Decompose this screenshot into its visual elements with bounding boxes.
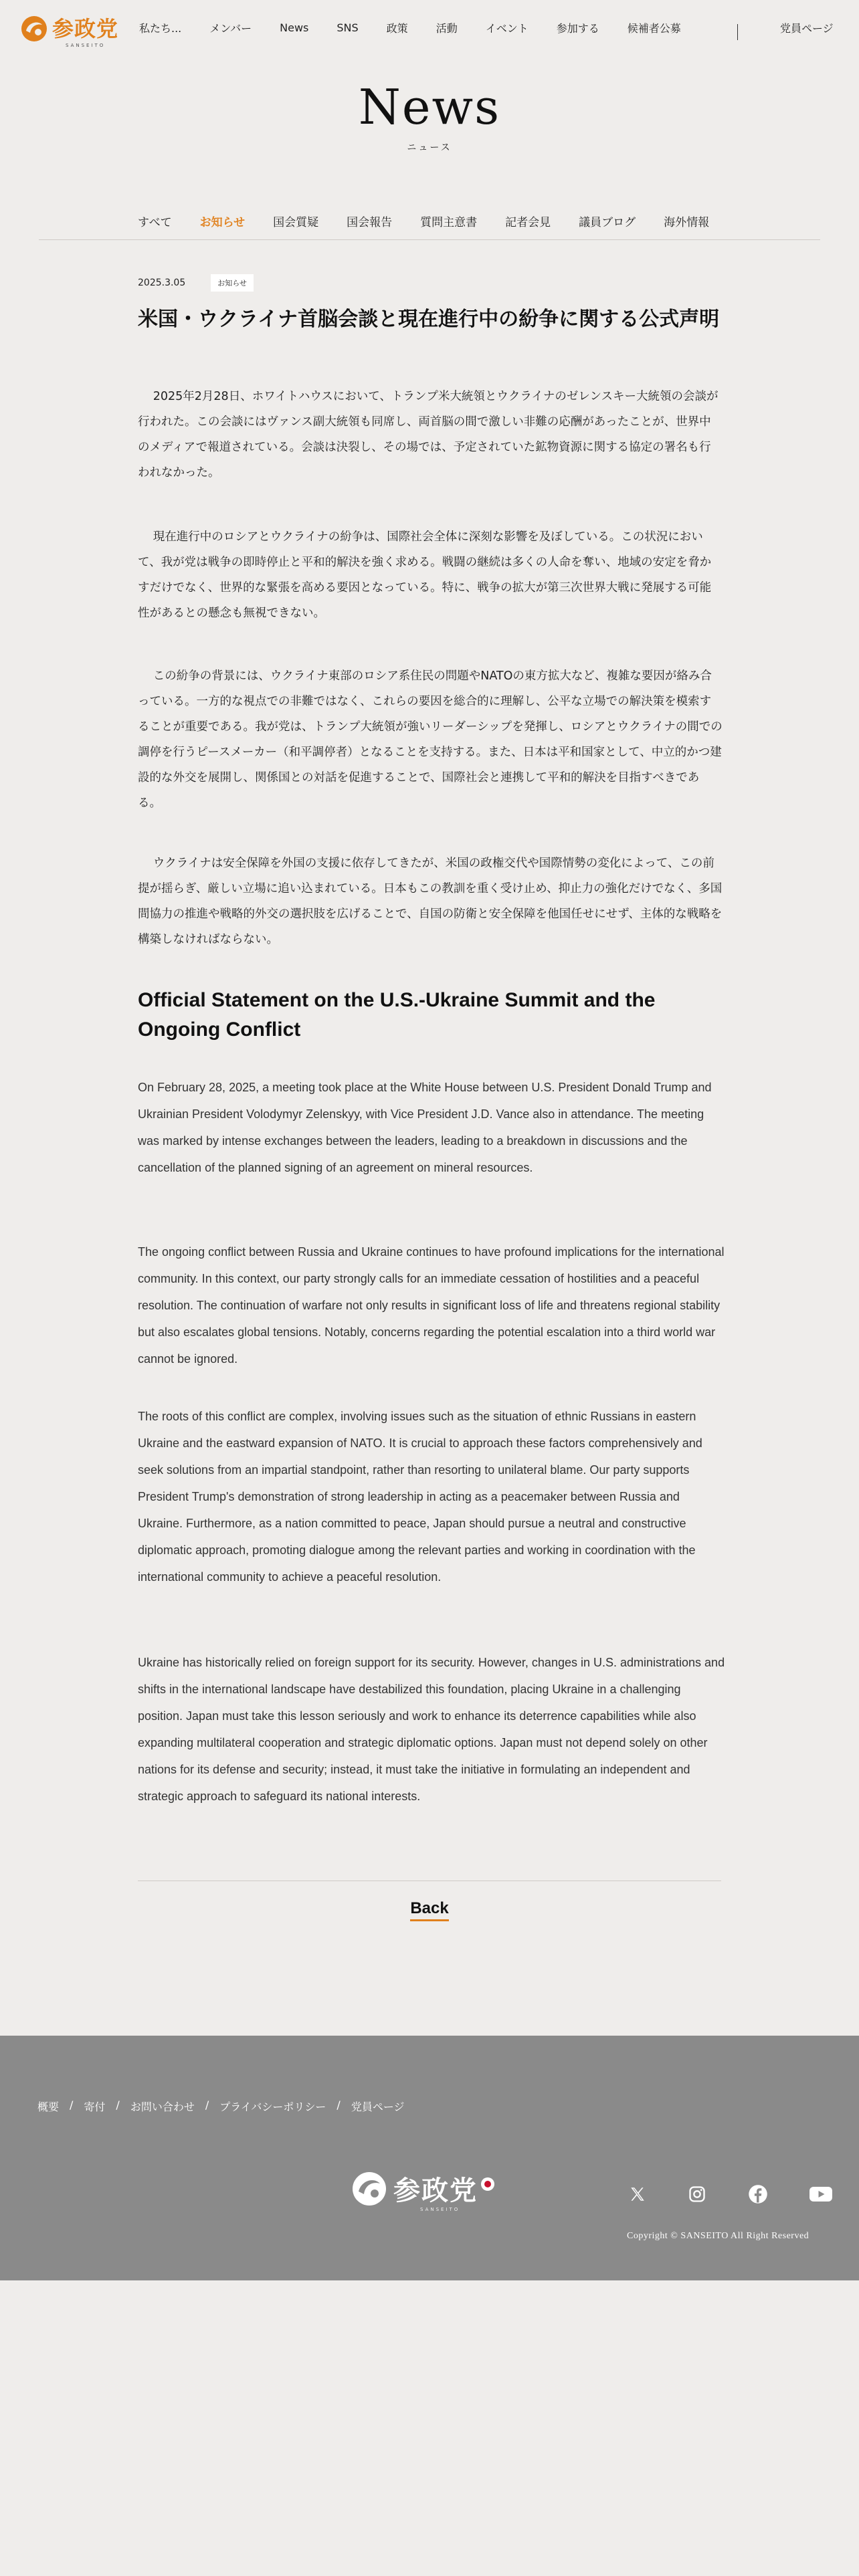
jp-paragraph: 現在進行中のロシアとウクライナの紛争は、国際社会全体に深刻な影響を及ぼしている。この状況において、我が党は戦争の即時停止と平和的解決を強く求める。戦闘の継続は多くの人命を奪い、地域の安定を脅かすだけでなく、世界的な緊張を高める要因となっている。特に、戦争の拡大が第三次世界大戦に発展する可能性があるとの懸念も無視できない。: [138, 530, 712, 620]
nav-item-candidates[interactable]: 候補者公募: [627, 22, 681, 35]
nav-item-activities[interactable]: 活動: [436, 22, 458, 35]
tab-diet-questions[interactable]: 国会質疑: [273, 216, 319, 229]
logo-subtext: SANSEITO: [66, 43, 106, 48]
tab-all[interactable]: すべて: [138, 216, 172, 229]
footer-link-privacy[interactable]: プライバシーポリシー: [219, 2101, 326, 2113]
nav-item-policy[interactable]: 政策: [386, 22, 408, 35]
tab-member-blog[interactable]: 議員ブログ: [579, 216, 636, 229]
x-icon[interactable]: [629, 2185, 646, 2203]
tabs-divider: [39, 239, 820, 240]
footer-separator: /: [205, 2099, 209, 2111]
tab-notices[interactable]: お知らせ: [199, 216, 246, 229]
social-links: [629, 2184, 859, 2204]
footer-logo-text: 参政党: [393, 2175, 478, 2206]
jp-paragraph: ウクライナは安全保障を外国の支援に依存してきたが、米国の政権交代や国際情勢の変化によって、この前提が揺らぎ、厳しい立場に追い込まれている。日本もこの教訓を重く受け止め、抑止力の強化だけでなく、多国間協力の推進や戦略的外交の選択肢を広げることで、自国の防衛と安全保障を他国任せにせず、主体的な戦略を構築しなければならない。: [138, 857, 723, 946]
main-nav: [139, 20, 709, 35]
back-button[interactable]: Back: [410, 1899, 448, 1921]
copyright-text: Copyright © SANSEITO All Right Reserved: [627, 2231, 809, 2241]
en-paragraph: The ongoing conflict between Russia and Ukraine continues to have profound implications for the international community. In this context, our party strongly calls for an immediate cessation of hostilities and a peaceful resolution. The continuation of warfare not only results in significant loss of life and threatens regional stability but also escalates global tensions. Notably, concerns regarding the potential escalation into a third world war cannot be ignored.: [138, 1245, 725, 1366]
nav-item-join[interactable]: 参加する: [556, 22, 599, 35]
footer-link-overview[interactable]: 概要: [37, 2101, 60, 2113]
en-paragraph: The roots of this conflict are complex, involving issues such as the situation of ethnic Russians in eastern Ukraine and the eastward expansion of NATO. It is crucial to approach these factors comprehensively and seek solutions from an impartial standpoint, rather than resorting to unilateral blame. Our party supports President Trump's demonstration of strong leadership in acting as a peacemaker between Russia and Ukraine. Furthermore, as a nation committed to peace, Japan should pursue a neutral and constructive diplomatic approach, promoting dialogue among the relevant parties and working in coordination with the international community to achieve a peaceful resolution.: [138, 1410, 702, 1584]
nav-item-members[interactable]: メンバー: [209, 22, 252, 35]
jp-paragraph: 2025年2月28日、ホワイトハウスにおいて、トランプ米大統領とウクライナのゼレンスキー大統領の会談が行われた。この会談にはヴァンス副大統領も同席し、両首脳の間で激しい非難の応酬があったことが、世界中のメディアで報道されている。会談は決裂し、その場では、予定されていた鉱物資源に関する協定の署名も行われなかった。: [138, 390, 719, 479]
logo-text: 参政党: [52, 16, 119, 41]
footer-link-donate[interactable]: 寄付: [84, 2101, 106, 2113]
nav-item-about[interactable]: 私たち...: [139, 22, 182, 35]
footer-logo-subtext: SANSEITO: [420, 2207, 460, 2212]
facebook-icon[interactable]: [748, 2184, 768, 2204]
logo-emblem-icon: [20, 15, 48, 43]
footer-logo[interactable]: [351, 2169, 495, 2212]
nav-item-sns[interactable]: SNS: [337, 21, 359, 34]
page-title: News: [358, 79, 501, 135]
footer-link-contact[interactable]: お問い合わせ: [130, 2101, 195, 2113]
footer-links: [37, 2099, 405, 2114]
page-subtitle: ニュース: [407, 142, 452, 153]
nav-item-events[interactable]: イベント: [485, 22, 529, 35]
footer-separator: /: [337, 2099, 341, 2111]
article-meta: [138, 274, 254, 292]
footer-link-member-page[interactable]: 党員ページ: [351, 2101, 405, 2113]
footer-separator: /: [116, 2099, 120, 2111]
article-date: 2025.3.05: [138, 278, 186, 288]
site-header: [0, 0, 859, 62]
tab-diet-reports[interactable]: 国会報告: [347, 216, 393, 229]
category-tabs: [138, 213, 737, 229]
instagram-icon[interactable]: [688, 2185, 706, 2204]
nav-divider: [737, 24, 738, 40]
site-footer: [0, 2036, 859, 2280]
en-paragraph: Ukraine has historically relied on foreign support for its security. However, changes in U.S. administrations and shifts in the international landscape have destabilized this foundation, placing Ukraine in a challenging position. Japan must take this lesson seriously and work to enhance its deterrence capabilities while also expanding multilateral cooperation and strategic diplomatic options. Japan must not depend solely on other nations for its defense and security; instead, it must take the initiative in formulating an independent and strategic approach to safeguard its national interests.: [138, 1656, 725, 1803]
footer-logo-emblem-icon: [351, 2170, 388, 2208]
tab-overseas[interactable]: 海外情報: [664, 216, 710, 229]
footer-separator: /: [70, 2099, 74, 2111]
article-title: 米国・ウクライナ首脳会談と現在進行中の紛争に関する公式声明: [138, 308, 720, 331]
back-link-wrapper: [0, 1886, 859, 1921]
tab-question-memos[interactable]: 質問主意書: [420, 216, 478, 229]
member-page-link[interactable]: 党員ページ: [780, 22, 834, 35]
youtube-icon[interactable]: [809, 2185, 832, 2203]
category-badge: お知らせ: [211, 274, 254, 292]
jp-paragraph: この紛争の背景には、ウクライナ東部のロシア系住民の問題やNATOの東方拡大など、複雑な要因が絡み合っている。一方的な視点での非難ではなく、これらの要因を総合的に理解し、公平な立場での解決策を模索することが重要である。我が党は、トランプ大統領が強いリーダーシップを発揮し、ロシアとウクライナの間での調停を行うピースメーカー（和平調停者）となることを支持する。また、日本は平和国家として、中立的かつ建設的な外交を展開し、関係国との対話を促進することで、国際社会と連携して平和的解決を目指すべきである。: [138, 669, 723, 810]
rising-sun-icon: [480, 2177, 495, 2191]
english-title: Official Statement on the U.S.-Ukraine Summit and the Ongoing Conflict: [138, 989, 656, 1041]
nav-item-news[interactable]: News: [280, 21, 309, 34]
site-logo[interactable]: [20, 15, 119, 48]
tab-press-conferences[interactable]: 記者会見: [505, 216, 551, 229]
en-paragraph: On February 28, 2025, a meeting took place at the White House between U.S. President Donald Trump and Ukrainian President Volodymyr Zelenskyy, with Vice President J.D. Vance also in attendance. The meeting was marked by intense exchanges between the leaders, leading to a breakdown in discussions and the cancellation of the planned signing of an agreement on mineral resources.: [138, 1081, 712, 1174]
